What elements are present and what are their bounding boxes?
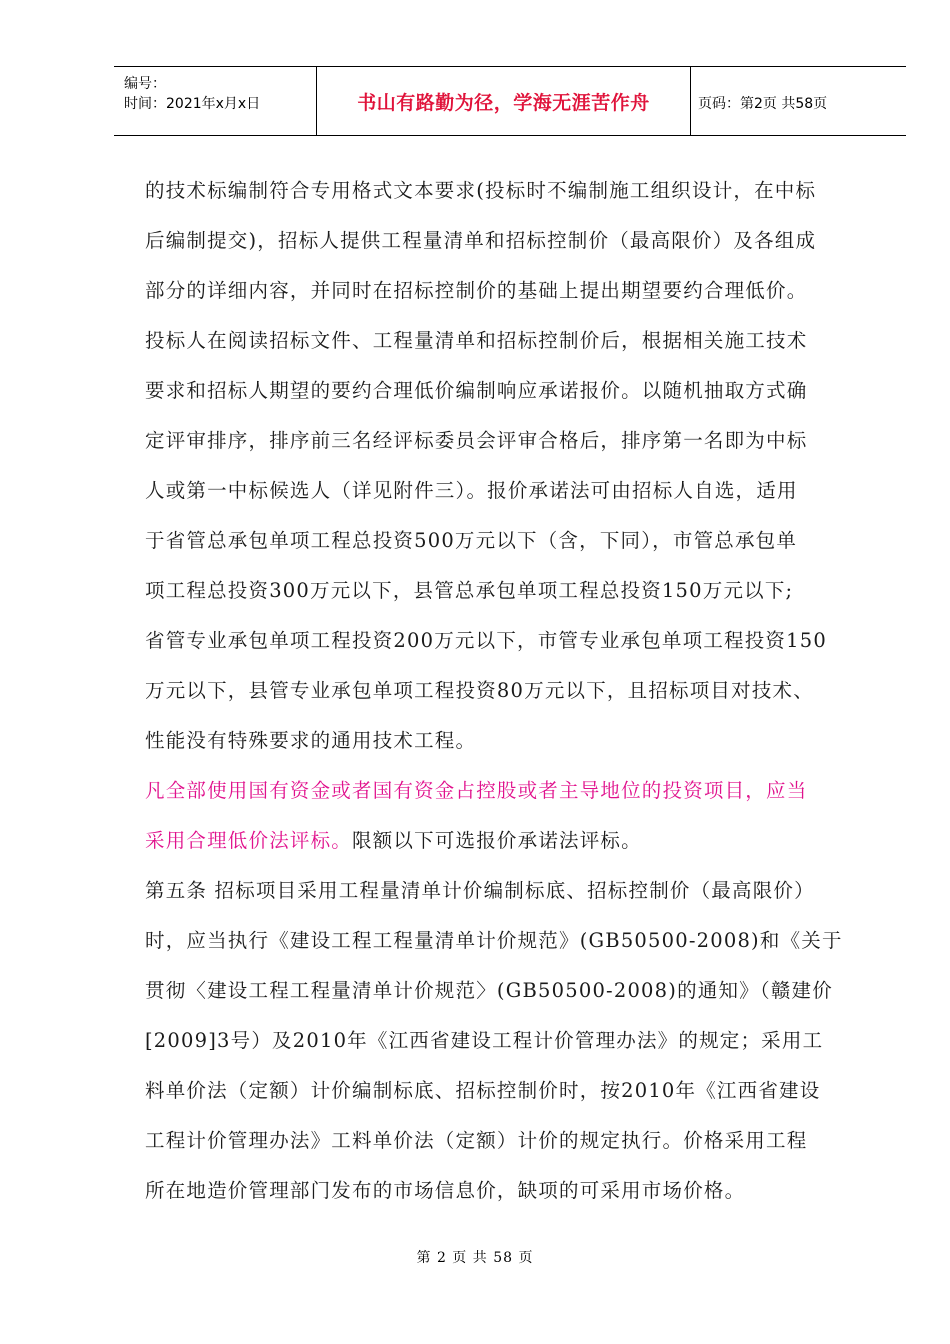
body-line: 项工程总投资300万元以下，县管总承包单项工程总投资150万元以下; bbox=[145, 579, 794, 602]
body-line: 工程计价管理办法》工料单价法（定额）计价的规定执行。价格采用工程 bbox=[145, 1129, 808, 1152]
header-meta bbox=[114, 67, 316, 135]
body-line: 部分的详细内容，并同时在招标控制价的基础上提出期望要约合理低价。 bbox=[145, 279, 808, 302]
body-line: 贯彻〈建设工程工程量清单计价规范〉(GB50500-2008)的通知》（赣建价 bbox=[145, 979, 833, 1002]
document-time-label: 时间：2021年x月x日 bbox=[124, 96, 261, 112]
document-number-label: 编号： bbox=[124, 76, 166, 92]
body-line: 于省管总承包单项工程总投资500万元以下（含，下同），市管总承包单 bbox=[145, 529, 798, 552]
body-line: 料单价法（定额）计价编制标底、招标控制价时，按2010年《江西省建设 bbox=[145, 1079, 821, 1102]
body-line: 性能没有特殊要求的通用技术工程。 bbox=[145, 729, 477, 752]
page-header bbox=[114, 66, 906, 136]
body-line: 后编制提交)，招标人提供工程量清单和招标控制价（最高限价）及各组成 bbox=[145, 229, 817, 252]
page-footer: 第 2 页 共 58 页 bbox=[416, 1250, 534, 1266]
body-line: 万元以下，县管专业承包单项工程投资80万元以下，且招标项目对技术、 bbox=[145, 679, 814, 702]
body-line: 投标人在阅读招标文件、工程量清单和招标控制价后，根据相关施工技术 bbox=[145, 329, 808, 352]
mixed-line bbox=[145, 816, 880, 866]
document-body bbox=[145, 166, 880, 1216]
body-text-span: 限额以下可选报价承诺法评标。 bbox=[352, 829, 642, 852]
body-line: [2009]3号）及2010年《江西省建设工程计价管理办法》的规定；采用工 bbox=[145, 1029, 824, 1052]
body-line: 时，应当执行《建设工程工程量清单计价规范》(GB50500-2008)和《关于 bbox=[145, 929, 843, 952]
body-line: 所在地造价管理部门发布的市场信息价，缺项的可采用市场价格。 bbox=[145, 1179, 746, 1202]
highlighted-line: 凡全部使用国有资金或者国有资金占控股或者主导地位的投资项目，应当 bbox=[145, 779, 808, 802]
body-line: 要求和招标人期望的要约合理低价编制响应承诺报价。以随机抽取方式确 bbox=[145, 379, 808, 402]
body-line: 省管专业承包单项工程投资200万元以下，市管专业承包单项工程投资150 bbox=[145, 629, 827, 652]
header-page-info: 页码：第2页 共58页 bbox=[698, 96, 828, 112]
body-line: 定评审排序，排序前三名经评标委员会评审合格后，排序第一名即为中标 bbox=[145, 429, 808, 452]
header-motto: 书山有路勤为径，学海无涯苦作舟 bbox=[357, 91, 650, 114]
header-divider bbox=[690, 67, 691, 135]
body-line: 人或第一中标候选人（详见附件三）。报价承诺法可由招标人自选，适用 bbox=[145, 479, 798, 502]
highlighted-text: 采用合理低价法评标。 bbox=[145, 829, 353, 852]
body-line: 的技术标编制符合专用格式文本要求(投标时不编制施工组织设计，在中标 bbox=[145, 179, 817, 202]
article-heading-line: 第五条 招标项目采用工程量清单计价编制标底、招标控制价（最高限价） bbox=[145, 879, 815, 902]
